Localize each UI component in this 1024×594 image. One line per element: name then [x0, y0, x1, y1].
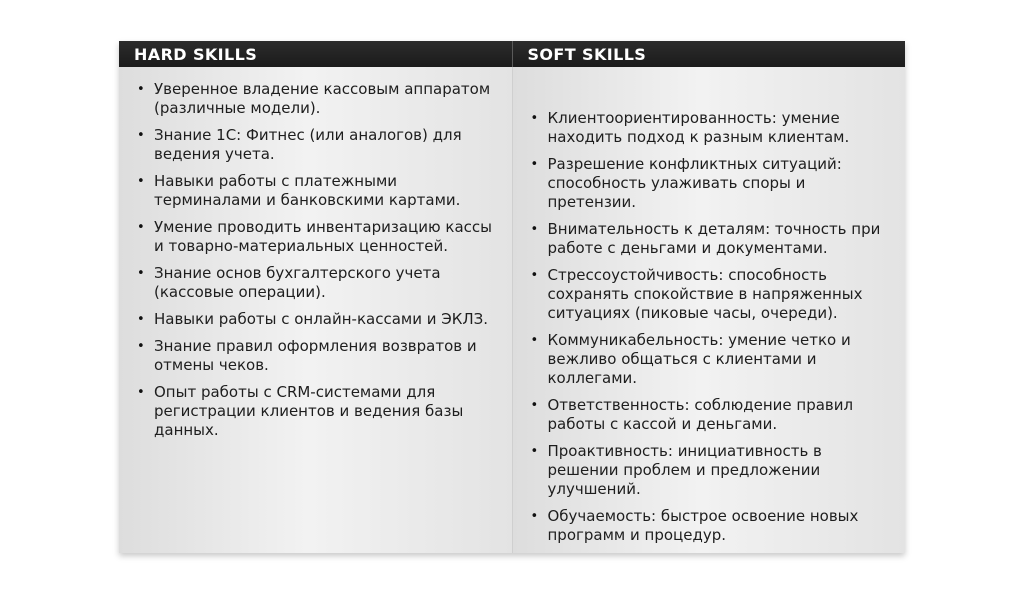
soft-skills-heading: SOFT SKILLS [512, 41, 906, 67]
bullet-dot-icon: • [530, 509, 539, 524]
list-item-text: Навыки работы с онлайн-кассами и ЭКЛЗ. [154, 310, 489, 328]
list-item-text: Знание правил оформления возвратов и отмены чеков. [154, 337, 477, 374]
list-item-text: Уверенное владение кассовым аппаратом (различные модели). [154, 80, 491, 117]
list-item-text: Ответственность: соблюдение правил работы с кассой и деньгами. [547, 396, 854, 433]
list-item-text: Опыт работы с CRM-системами для регистрации клиентов и ведения базы данных. [154, 383, 464, 439]
list-item-text: Проактивность: инициативность в решении проблем и предложении улучшений. [547, 442, 822, 498]
list-item-text: Умение проводить инвентаризацию кассы и товарно-материальных ценностей. [154, 218, 492, 255]
list-item-text: Обучаемость: быстрое освоение новых программ и процедур. [547, 507, 859, 544]
list-item-text: Клиентоориентированность: умение находить подход к разным клиентам. [547, 109, 850, 146]
hard-skills-column [119, 67, 512, 553]
list-item [528, 507, 892, 545]
bullet-dot-icon: • [137, 174, 145, 189]
bullet-dot-icon: • [137, 82, 145, 97]
list-item-text: Внимательность к деталям: точность при работе с деньгами и документами. [547, 220, 881, 257]
list-item [134, 310, 498, 329]
bullet-dot-icon: • [530, 111, 539, 126]
bullet-dot-icon: • [530, 157, 539, 172]
bullet-dot-icon: • [137, 385, 145, 400]
list-item [528, 220, 892, 258]
bullet-dot-icon: • [137, 128, 145, 143]
list-item [134, 264, 498, 302]
bullet-dot-icon: • [137, 312, 145, 327]
bullet-dot-icon: • [137, 339, 145, 354]
list-item [528, 331, 892, 388]
soft-skills-list [528, 109, 892, 545]
list-item [134, 337, 498, 375]
list-item-text: Стрессоустойчивость: способность сохранять спокойствие в напряженных ситуациях (пиковые часы, очереди). [547, 266, 863, 322]
list-item [134, 80, 498, 118]
bullet-dot-icon: • [530, 268, 539, 283]
bullet-dot-icon: • [137, 220, 145, 235]
list-item [528, 266, 892, 323]
bullet-dot-icon: • [530, 222, 539, 237]
hard-skills-list [134, 80, 498, 440]
list-item [134, 126, 498, 164]
bullet-dot-icon: • [530, 398, 539, 413]
table-body [119, 67, 905, 553]
list-item-text: Знание основ бухгалтерского учета (кассовые операции). [154, 264, 441, 301]
list-item [528, 396, 892, 434]
skills-table [119, 41, 905, 553]
list-item [134, 172, 498, 210]
hard-skills-heading: HARD SKILLS [134, 44, 258, 64]
list-item-text: Навыки работы с платежными терминалами и банковскими картами. [154, 172, 461, 209]
soft-skills-column [512, 67, 906, 553]
list-item-text: Разрешение конфликтных ситуаций: способность улаживать споры и претензии. [547, 155, 842, 211]
list-item [134, 218, 498, 256]
list-item [528, 442, 892, 499]
bullet-dot-icon: • [137, 266, 145, 281]
list-item [134, 383, 498, 440]
list-item-text: Коммуникабельность: умение четко и вежливо общаться с клиентами и коллегами. [547, 331, 851, 387]
table-header [119, 41, 905, 67]
list-item [528, 155, 892, 212]
bullet-dot-icon: • [530, 333, 539, 348]
list-item [528, 109, 892, 147]
list-item-text: Знание 1С: Фитнес (или аналогов) для ведения учета. [154, 126, 462, 163]
bullet-dot-icon: • [530, 444, 539, 459]
